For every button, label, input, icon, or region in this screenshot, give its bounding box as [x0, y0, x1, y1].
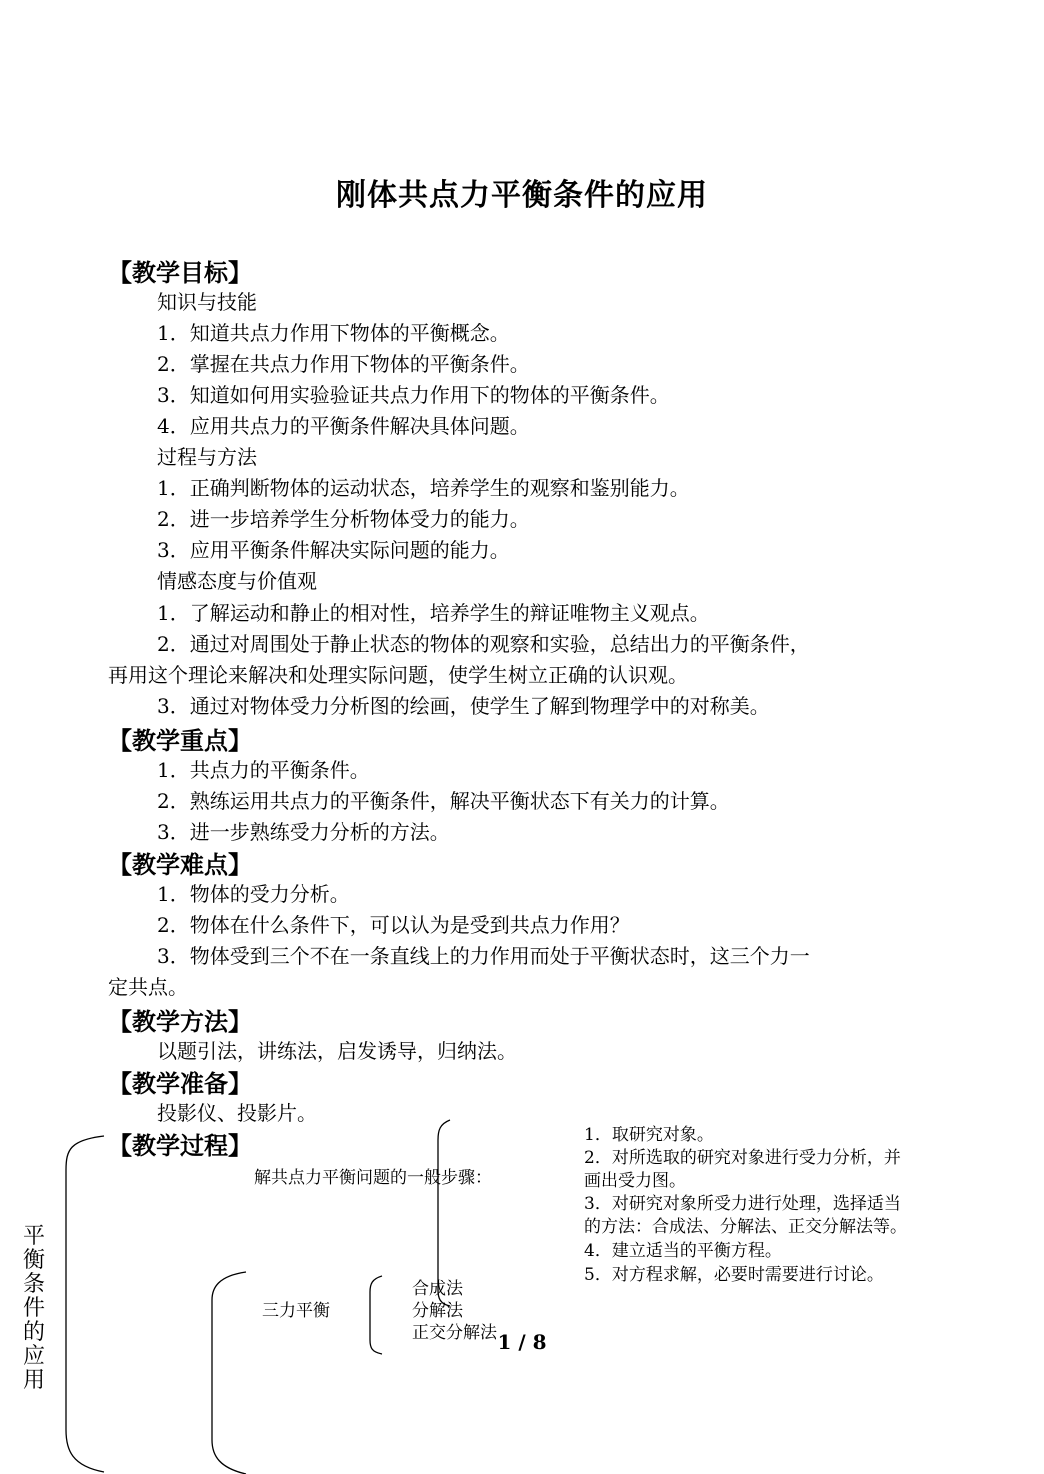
difficulty-item: 1．物体的受力分析。 — [157, 882, 350, 906]
objective-item: 4．应用共点力的平衡条件解决具体问题。 — [157, 414, 530, 438]
key-point-item: 2．熟练运用共点力的平衡条件，解决平衡状态下有关力的计算。 — [157, 789, 730, 813]
preparation-heading: 【教学准备】 — [108, 1069, 252, 1098]
methods-text: 以题引法，讲练法，启发诱导，归纳法。 — [157, 1039, 517, 1063]
step-item: 1．取研究对象。 — [584, 1125, 714, 1145]
step-item: 2．对所选取的研究对象进行受力分析，并 — [584, 1148, 901, 1168]
objective-item: 3．知道如何用实验验证共点力作用下的物体的平衡条件。 — [157, 383, 670, 407]
steps-label: 解共点力平衡问题的一般步骤： — [254, 1168, 492, 1188]
page-number: 1 / 8 — [497, 1330, 547, 1354]
step-item-continued: 的方法：合成法、分解法、正交分解法等。 — [584, 1217, 907, 1237]
method-item: 合成法 — [412, 1279, 463, 1299]
key-points-heading: 【教学重点】 — [108, 726, 252, 755]
vertical-label: 平衡条件的应用 — [22, 1224, 45, 1393]
difficulty-item: 2．物体在什么条件下，可以认为是受到共点力作用？ — [157, 913, 630, 937]
methods-heading: 【教学方法】 — [108, 1007, 252, 1036]
objective-item-continued: 再用这个理论来解决和处理实际问题，使学生树立正确的认识观。 — [108, 663, 688, 687]
document-title: 刚体共点力平衡条件的应用 — [336, 178, 708, 213]
outer-bracket — [66, 1136, 104, 1472]
emotion-subheading: 情感态度与价值观 — [157, 569, 317, 593]
objective-item: 3．通过对物体受力分析图的绘画，使学生了解到物理学中的对称美。 — [157, 694, 770, 718]
objective-item: 2．通过对周围处于静止状态的物体的观察和实验，总结出力的平衡条件， — [157, 632, 810, 656]
process-heading: 【教学过程】 — [108, 1131, 252, 1160]
difficulty-item: 3．物体受到三个不在一条直线上的力作用而处于平衡状态时，这三个力一 — [157, 944, 810, 968]
objective-item: 1．正确判断物体的运动状态，培养学生的观察和鉴别能力。 — [157, 476, 690, 500]
step-item: 3．对研究对象所受力进行处理，选择适当 — [584, 1194, 901, 1214]
process-subheading: 过程与方法 — [157, 445, 257, 469]
key-point-item: 1．共点力的平衡条件。 — [157, 758, 370, 782]
objective-item: 2．掌握在共点力作用下物体的平衡条件。 — [157, 352, 530, 376]
method-item: 分解法 — [412, 1301, 463, 1321]
method-item: 正交分解法 — [412, 1323, 497, 1343]
objective-item: 1．知道共点力作用下物体的平衡概念。 — [157, 321, 510, 345]
three-force-bracket — [212, 1272, 246, 1474]
preparation-text: 投影仪、投影片。 — [157, 1101, 317, 1125]
objectives-heading: 【教学目标】 — [108, 258, 252, 287]
objective-item: 2．进一步培养学生分析物体受力的能力。 — [157, 507, 530, 531]
step-item: 4．建立适当的平衡方程。 — [584, 1241, 782, 1261]
three-force-label: 三力平衡 — [262, 1301, 330, 1321]
objective-item: 3．应用平衡条件解决实际问题的能力。 — [157, 538, 510, 562]
difficulties-heading: 【教学难点】 — [108, 850, 252, 879]
knowledge-subheading: 知识与技能 — [157, 290, 257, 314]
step-item-continued: 画出受力图。 — [584, 1171, 686, 1191]
step-item: 5．对方程求解，必要时需要进行讨论。 — [584, 1265, 884, 1285]
objective-item: 1．了解运动和静止的相对性，培养学生的辩证唯物主义观点。 — [157, 601, 710, 625]
key-point-item: 3．进一步熟练受力分析的方法。 — [157, 820, 450, 844]
difficulty-item-continued: 定共点。 — [108, 975, 188, 999]
